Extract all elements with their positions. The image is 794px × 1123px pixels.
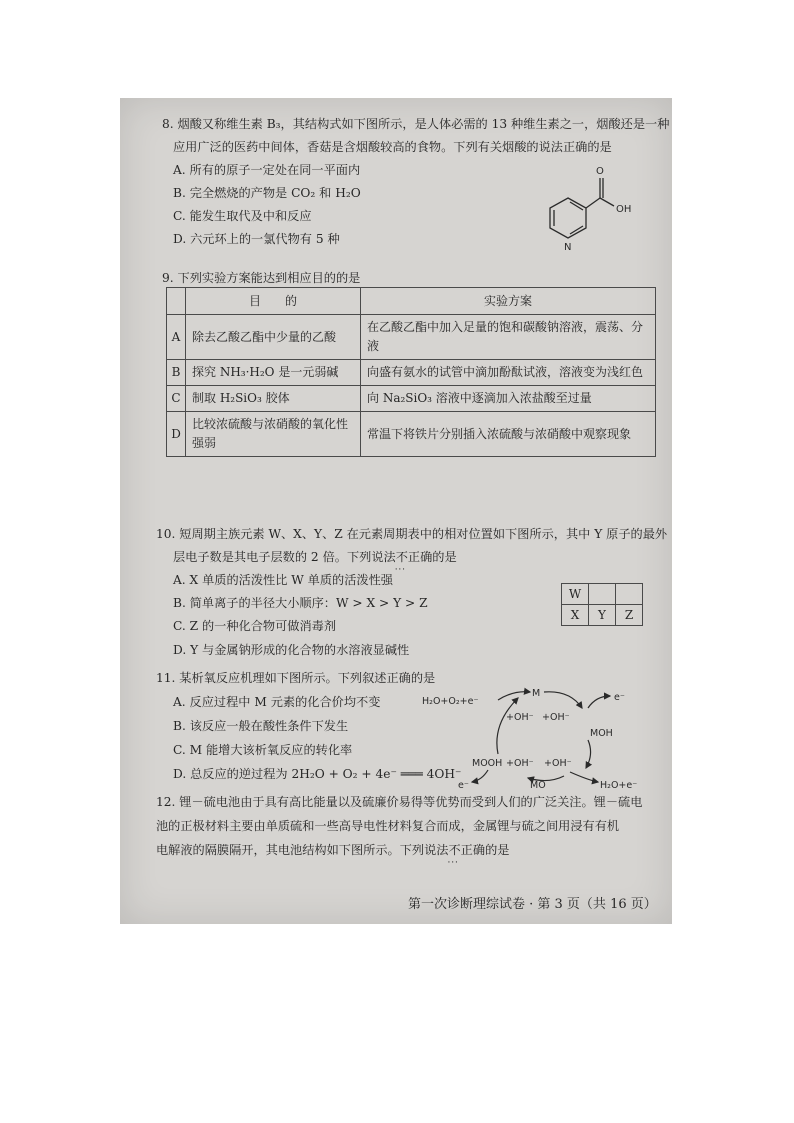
q8-option-c: C. 能发生取代及中和反应 [173, 209, 312, 223]
q10-stem-line1: 10. 短周期主族元素 W、X、Y、Z 在元素周期表中的相对位置如下图所示，其中 Y 原子的最外 [156, 527, 668, 541]
q9-stem: 9. 下列实验方案能达到相应目的的是 [162, 271, 361, 285]
q12-stem-part1: 电解液的隔膜隔开，其电池结构如下图所示。下列说法 [156, 843, 449, 857]
q10-option-b: B. 简单离子的半径大小顺序：W > X > Y > Z [173, 596, 428, 610]
diagram-top-left-label: H₂O+O₂+e⁻ [422, 696, 479, 707]
row-label: A [167, 315, 186, 360]
row-label: D [167, 412, 186, 457]
row-plan: 向 Na₂SiO₃ 溶液中逐滴加入浓盐酸至过量 [361, 386, 656, 412]
q11-option-d: D. 总反应的逆过程为 2H₂O + O₂ + 4e⁻ ═══ 4OH⁻ [173, 767, 462, 781]
q12-emphasis: 不正确 · · · [449, 843, 486, 857]
table-header-row [167, 288, 656, 315]
row-plan: 在乙酸乙酯中加入足量的饱和碳酸钠溶液，震荡、分液 [361, 315, 656, 360]
diagram-e-right-top: e⁻ [614, 692, 625, 703]
q12-stem-part3: 的是 [485, 843, 510, 857]
diagram-oh3: +OH⁻ [506, 758, 534, 769]
diagram-e-left-bottom: e⁻ [458, 780, 469, 791]
q10-emphasis: 不正确 · · · [396, 550, 433, 564]
diagram-mooh-label: MOOH [472, 758, 503, 769]
q11-stem: 11. 某析氧反应机理如下图所示。下列叙述正确的是 [156, 671, 436, 685]
diagram-oh1: +OH⁻ [506, 712, 534, 723]
q12-stem-line1: 12. 锂－硫电池由于具有高比能量以及硫廉价易得等优势而受到人们的广泛关注。锂－硫电 [156, 795, 643, 809]
grid-cell-z: Z [616, 605, 643, 626]
row-goal: 比较浓硫酸与浓硝酸的氧化性强弱 [186, 412, 361, 457]
exam-page [120, 98, 672, 924]
q10-stem-part1: 层电子数是其电子层数的 2 倍。下列说法 [173, 550, 396, 564]
table-header-goal: 目 的 [186, 288, 361, 315]
q8-stem-line1: 8. 烟酸又称维生素 B₃，其结构式如下图所示，是人体必需的 13 种维生素之一，烟酸还是一种 [162, 117, 670, 131]
row-plan: 向盛有氨水的试管中滴加酚酞试液，溶液变为浅红色 [361, 360, 656, 386]
row-goal: 探究 NH₃·H₂O 是一元弱碱 [186, 360, 361, 386]
diagram-m-label: M [532, 688, 541, 699]
q8-option-a: A. 所有的原子一定处在同一平面内 [173, 163, 361, 177]
q8-option-d: D. 六元环上的一氯代物有 5 种 [173, 232, 340, 246]
grid-cell-empty [589, 584, 616, 605]
diagram-mo-label: MO [530, 780, 546, 791]
q8-option-b: B. 完全燃烧的产物是 CO₂ 和 H₂O [173, 186, 361, 200]
table-header-plan: 实验方案 [361, 288, 656, 315]
table-row [167, 412, 656, 457]
diagram-bottom-right-label: H₂O+e⁻ [600, 780, 638, 791]
structure-o-label: O [596, 166, 604, 177]
structure-oh-label: OH [616, 204, 632, 215]
diagram-oh2: +OH⁻ [542, 712, 570, 723]
structure-n-label: N [564, 242, 572, 253]
diagram-oh4: +OH⁻ [544, 758, 572, 769]
nicotinic-acid-structure [528, 160, 648, 260]
diagram-moh-label: MOH [590, 728, 613, 739]
row-goal: 制取 H₂SiO₃ 胶体 [186, 386, 361, 412]
q10-option-c: C. Z 的一种化合物可做消毒剂 [173, 619, 337, 633]
oxygen-evolution-mechanism-diagram [420, 684, 660, 794]
q10-stem-part3: 的是 [432, 550, 457, 564]
grid-cell-empty [616, 584, 643, 605]
q11-option-c: C. M 能增大该析氧反应的转化率 [173, 743, 353, 757]
q10-option-a: A. X 单质的活泼性比 W 单质的活泼性强 [173, 573, 393, 587]
row-goal: 除去乙酸乙酯中少量的乙酸 [186, 315, 361, 360]
q12-stem-line2: 池的正极材料主要由单质硫和一些高导电性材料复合而成，金属锂与硫之间用浸有有机 [156, 819, 620, 833]
q10-stem-line2 [173, 549, 457, 565]
grid-cell-y: Y [589, 605, 616, 626]
row-label: C [167, 386, 186, 412]
q9-table [166, 287, 656, 457]
periodic-table-grid [561, 583, 643, 626]
row-plan: 常温下将铁片分别插入浓硫酸与浓硝酸中观察现象 [361, 412, 656, 457]
q8-stem-line2: 应用广泛的医药中间体，香菇是含烟酸较高的食物。下列有关烟酸的说法正确的是 [173, 140, 612, 154]
table-row [167, 386, 656, 412]
q12-stem-line3 [156, 842, 509, 858]
grid-cell-x: X [562, 605, 589, 626]
q11-option-a: A. 反应过程中 M 元素的化合价均不变 [173, 695, 381, 709]
table-row [167, 360, 656, 386]
grid-cell-w: W [562, 584, 589, 605]
q10-option-d: D. Y 与金属钠形成的化合物的水溶液显碱性 [173, 643, 410, 657]
page-footer: 第一次诊断理综试卷 · 第 3 页（共 16 页） [408, 897, 657, 912]
table-header-empty [167, 288, 186, 315]
table-row [167, 315, 656, 360]
q11-option-b: B. 该反应一般在酸性条件下发生 [173, 719, 349, 733]
row-label: B [167, 360, 186, 386]
